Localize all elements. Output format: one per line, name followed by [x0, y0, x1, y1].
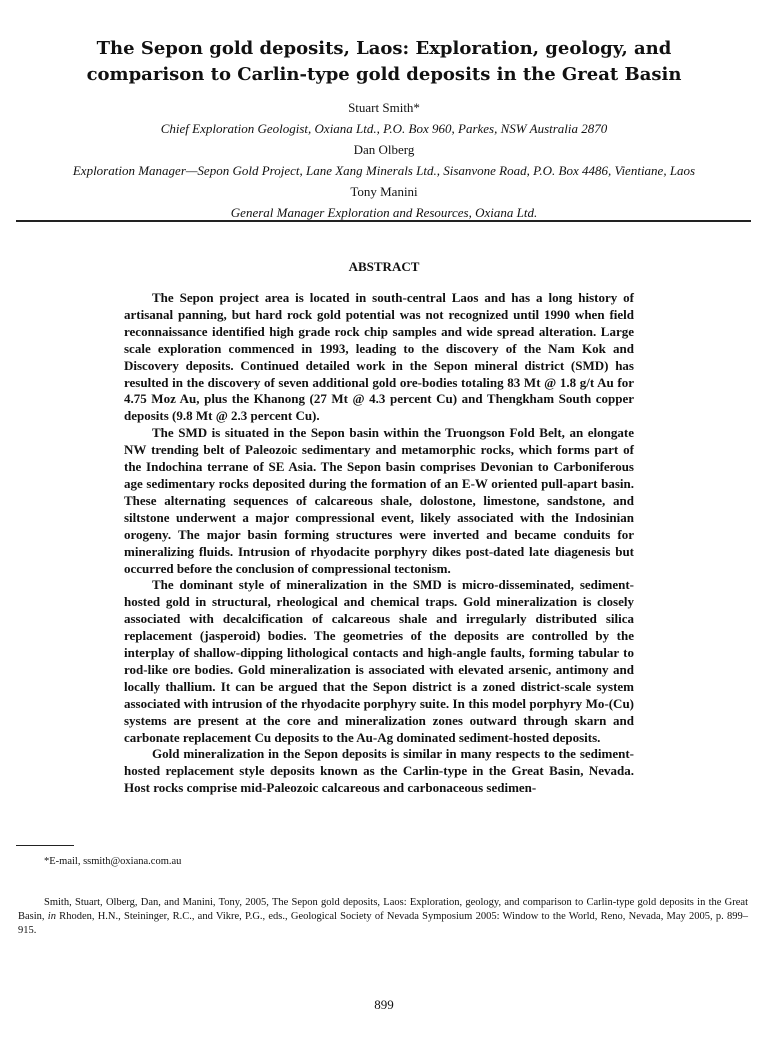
author-name: Dan Olberg: [353, 142, 415, 157]
title-line-1: The Sepon gold deposits, Laos: Exploration, geology, and: [96, 38, 672, 59]
citation-text: [18, 896, 748, 938]
citation-in: in: [47, 911, 56, 922]
author-block: [18, 97, 750, 223]
author-affiliation: Chief Exploration Geologist, Oxiana Ltd., P.O. Box 960, Parkes, NSW Australia 2870: [160, 121, 608, 136]
citation-part-2: Rhoden, H.N., Steininger, R.C., and Vikre, P.G., eds., Geological Society of Nevada Symposium 2005: Window to the World, Reno, Nevada, May 2005, p. 899–915.: [18, 911, 748, 936]
author-affiliation: Exploration Manager—Sepon Gold Project, Lane Xang Minerals Ltd., Sisanvone Road, P.O. Box 4486, Vientiane, Laos: [72, 163, 696, 178]
abstract-paragraph: The dominant style of mineralization in the SMD is micro-disseminated, sediment-hosted gold in structural, rheological and chemical traps. Gold mineralization is closely associated with decalcification of calcareous shale and irregularly distributed silica replacement (jasperoid) bodies. The geometries of the deposits are controlled by the interplay of shallow-dipping lithological contacts and high-angle faults, forming tabular to rod-like ore bodies. Gold mineralization is associated with elevated arsenic, antimony and locally thallium. It can be argued that the Sepon district is a zoned district-scale system associated with intrusion of the rhyodacite porphyry suite. In this model porphyry Mo-(Cu) systems are present at the core and mineralization zones outward through skarn and carbonate replacement Cu deposits to the Au-Ag dominated sediment-hosted deposits.: [124, 577, 634, 745]
footnote-email: *E-mail, ssmith@oxiana.com.au: [44, 856, 182, 867]
abstract-paragraph: Gold mineralization in the Sepon deposits is similar in many respects to the sediment-hosted replacement style deposits known as the Carlin-type in the Great Basin, Nevada. Host rocks comprise mid-Paleozoic calcareous and carbonaceous sedimen-: [124, 746, 634, 796]
citation-part-1: Smith, Stuart, Olberg, Dan, and Manini, Tony, 2005, The Sepon gold deposits, Laos: Exploration, geology, and comparison to Carlin-type gold deposits in the Great Basin,: [18, 897, 748, 922]
header-rule: [16, 220, 751, 222]
abstract-paragraph: The Sepon project area is located in south-central Laos and has a long history of artisanal panning, but hard rock gold potential was not recognized until 1990 when field reconnaissance identified high grade rock chip samples and wide spread alteration. Large scale exploration commenced in 1993, leading to the discovery of the Nam Kok and Discovery deposits. Continued detailed work in the Sepon mineral district (SMD) has resulted in the discovery of seven additional gold ore-bodies totaling 83 Mt @ 1.8 g/t Au for 4.75 Moz Au, plus the Khanong (27 Mt @ 4.3 percent Cu) and Thengkham South copper deposits (9.8 Mt @ 2.3 percent Cu).: [124, 290, 634, 424]
page-number: 899: [374, 997, 394, 1012]
abstract-heading: ABSTRACT: [348, 259, 420, 274]
author-name: Stuart Smith*: [348, 100, 420, 115]
author-affiliation: General Manager Exploration and Resources, Oxiana Ltd.: [230, 205, 538, 220]
abstract-paragraph: The SMD is situated in the Sepon basin within the Truongson Fold Belt, an elongate NW trending belt of Paleozoic sedimentary and metamorphic rocks, which forms part of the Indochina terrane of SE Asia. The Sepon basin comprises Devonian to Carboniferous age sedimentary rocks deposited during the formation of an E-W oriented pull-apart basin. These alternating sequences of calcareous shale, dolostone, limestone, sandstone, and siltstone underwent a major compressional event, likely associated with the Indosinian orogeny. The major basin forming structures were inverted and became conduits for mineralizing fluids. Intrusion of rhyodacite porphyry dikes post-dated late diagenesis but occurred before the conclusion of compressional tectonism.: [124, 425, 634, 576]
footnote-rule: [16, 845, 74, 846]
abstract-body: [124, 290, 634, 797]
title-line-2: comparison to Carlin-type gold deposits in the Great Basin: [86, 64, 682, 85]
author-name: Tony Manini: [350, 184, 418, 199]
citation: [18, 896, 748, 938]
paper-title: [18, 36, 750, 88]
